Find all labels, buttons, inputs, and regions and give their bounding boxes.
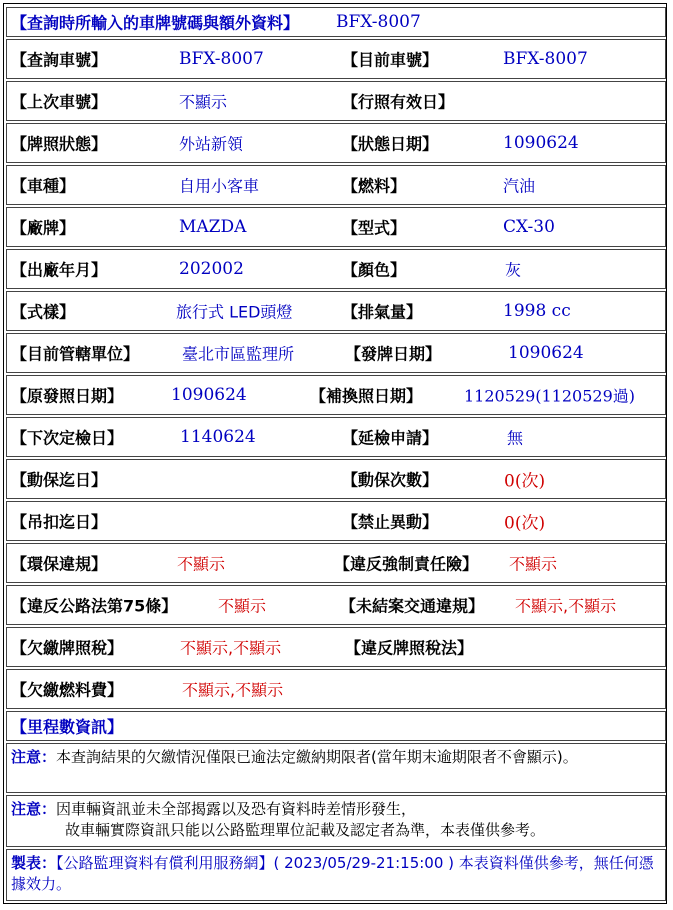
label-query-plate: 【查詢車號】 (11, 50, 108, 70)
label-previous-plate: 【上次車號】 (11, 92, 108, 112)
header-plate: BFX-8007 (336, 12, 421, 32)
label-displacement: 【排氣量】 (342, 302, 423, 322)
header-title: 【查詢時所輸入的車牌號碼與額外資料】 (11, 13, 300, 33)
info-row (6, 207, 666, 247)
label-transfer-prohibited: 【禁止異動】 (342, 512, 439, 532)
value-vehicle-type: 自用小客車 (179, 176, 260, 196)
note-row (6, 795, 666, 847)
value-model: CX-30 (503, 217, 555, 237)
note-1-label: 注意： (11, 748, 57, 766)
info-row (6, 291, 666, 331)
label-highway-act-75: 【違反公路法第75條】 (11, 596, 178, 616)
value-jurisdiction: 臺北市區監理所 (182, 344, 295, 364)
info-row (6, 81, 666, 121)
value-brand: MAZDA (179, 217, 247, 237)
value-style: 旅行式 LED頭燈 (176, 302, 293, 322)
value-unpaid-license-tax: 不顯示,不顯示 (180, 638, 282, 658)
mileage-title: 【里程數資訊】 (11, 717, 124, 737)
label-status-date: 【狀態日期】 (342, 134, 439, 154)
note-2 (11, 799, 661, 841)
info-row (6, 417, 666, 457)
label-fuel: 【燃料】 (342, 176, 407, 196)
label-license-valid-date: 【行照有效日】 (342, 92, 455, 112)
label-unsettled-traffic-violation: 【未結案交通違規】 (340, 596, 485, 616)
value-highway-act-75: 不顯示 (218, 596, 267, 616)
label-reissue-date: 【補換照日期】 (310, 386, 423, 406)
label-environmental-violation: 【環保違規】 (11, 554, 108, 574)
info-row (6, 501, 666, 541)
label-vehicle-type: 【車種】 (11, 176, 76, 196)
header-row (6, 7, 666, 37)
info-row (6, 375, 666, 415)
value-plate-status: 外站新領 (179, 134, 244, 154)
value-status-date: 1090624 (503, 133, 579, 153)
info-row (6, 543, 666, 583)
value-query-plate: BFX-8007 (179, 49, 264, 69)
value-collateral-count: 0(次) (504, 471, 546, 492)
label-inspection-extension: 【延檢申請】 (342, 428, 439, 448)
value-current-plate: BFX-8007 (503, 49, 588, 69)
footer-text: 【公路監理資料有償利用服務網】( 2023/05/29-21:15:00 ) 本表資料僅供參考，無任何憑據效力。 (11, 854, 654, 893)
note-2-line-2: 故車輛實際資訊只能以公路監理單位記載及認定者為準，本表僅供參考。 (65, 821, 546, 839)
value-fuel: 汽油 (503, 176, 536, 196)
label-collateral-end-date: 【動保迄日】 (11, 470, 108, 490)
note-2-line-1: 因車輛資訊並未全部揭露以及恐有資料時差情形發生， (56, 800, 417, 818)
info-row (6, 249, 666, 289)
note-1 (11, 747, 661, 768)
note-row (6, 743, 666, 793)
info-row (6, 627, 666, 667)
mileage-row (6, 711, 666, 741)
label-plate-issue-date: 【發牌日期】 (345, 344, 442, 364)
info-row (6, 39, 666, 79)
label-collateral-count: 【動保次數】 (342, 470, 439, 490)
footer-row (6, 849, 666, 901)
label-unpaid-license-tax: 【欠繳牌照稅】 (11, 638, 124, 658)
value-previous-plate: 不顯示 (179, 92, 228, 112)
footer-note (11, 853, 661, 895)
value-original-license-date: 1090624 (171, 385, 247, 405)
label-current-plate: 【目前車號】 (342, 50, 439, 70)
label-original-license-date: 【原發照日期】 (11, 386, 124, 406)
value-unsettled-traffic-violation: 不顯示,不顯示 (515, 596, 617, 616)
label-license-tax-violation: 【違反牌照稅法】 (345, 638, 474, 658)
label-jurisdiction: 【目前管轄單位】 (11, 344, 140, 364)
value-unpaid-fuel-fee: 不顯示,不顯示 (182, 680, 284, 700)
label-manufacture-date: 【出廠年月】 (11, 260, 108, 280)
label-model: 【型式】 (342, 218, 407, 238)
value-transfer-prohibited: 0(次) (504, 513, 546, 534)
value-compulsory-insurance-violation: 不顯示 (509, 554, 558, 574)
label-style: 【式樣】 (11, 302, 76, 322)
info-row (6, 333, 666, 373)
footer-label: 製表： (11, 854, 57, 872)
info-row (6, 669, 666, 709)
label-color: 【顏色】 (342, 260, 407, 280)
info-row (6, 459, 666, 499)
info-row (6, 585, 666, 625)
value-color: 灰 (505, 260, 522, 280)
label-unpaid-fuel-fee: 【欠繳燃料費】 (11, 680, 124, 700)
value-manufacture-date: 202002 (179, 259, 244, 279)
info-row (6, 123, 666, 163)
note-2-label: 注意： (11, 800, 57, 818)
value-inspection-extension: 無 (507, 428, 524, 448)
value-next-inspection: 1140624 (180, 427, 256, 447)
value-displacement: 1998 cc (503, 301, 571, 321)
value-environmental-violation: 不顯示 (177, 554, 226, 574)
label-plate-status: 【牌照狀態】 (11, 134, 108, 154)
info-row (6, 165, 666, 205)
value-plate-issue-date: 1090624 (508, 343, 584, 363)
note-1-text: 本查詢結果的欠繳情況僅限已逾法定繳納期限者(當年期末逾期限者不會顯示)。 (56, 748, 578, 766)
label-suspension-end-date: 【吊扣迄日】 (11, 512, 108, 532)
label-compulsory-insurance-violation: 【違反強制責任險】 (334, 554, 479, 574)
label-next-inspection: 【下次定檢日】 (11, 428, 124, 448)
label-brand: 【廠牌】 (11, 218, 76, 238)
value-reissue-date: 1120529(1120529過) (464, 386, 636, 406)
